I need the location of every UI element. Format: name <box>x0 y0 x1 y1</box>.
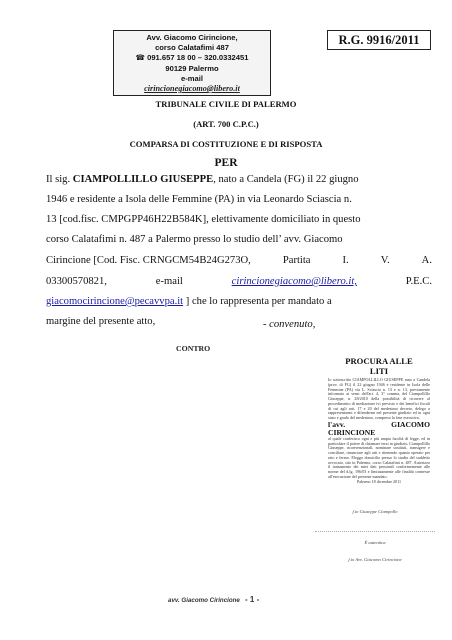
body-line-1 <box>46 173 432 187</box>
pec-link[interactable]: giacomocirincione@pecavvpa.it <box>46 296 184 307</box>
contro-heading: CONTRO <box>176 344 211 353</box>
footer-author: avv. Giacomo Cirincione <box>168 597 240 604</box>
convenuto-label: - convenuto, <box>263 319 316 330</box>
body-l5-e: A. <box>421 255 432 266</box>
procura-text <box>328 378 430 484</box>
body-l6-b: e-mail <box>155 276 183 287</box>
lawyer-signature: f.to Avv. Giacomo Cirincione <box>348 557 402 562</box>
case-number-box: R.G. 9916/2011 <box>327 30 431 50</box>
signature-divider <box>315 531 435 532</box>
document-title: COMPARSA DI COSTITUZIONE E DI RISPOSTA <box>129 139 323 149</box>
autentica-label: È autentica <box>364 540 386 545</box>
body-l7-post: ] che lo rappresenta per mandato a <box>185 296 332 307</box>
procura-title-1: PROCURA ALLE <box>345 356 413 366</box>
procura-title <box>328 356 430 376</box>
letterhead-address: corso Calatafimi 487 <box>155 43 229 53</box>
letterhead-box <box>113 30 271 96</box>
body-l5-b: Partita <box>282 255 311 266</box>
letterhead-phone: ☎ 091.657 18 00 – 320.0332451 <box>135 53 249 63</box>
procura-title-2: LITI <box>369 366 389 376</box>
body-l6-a: 03300570821, <box>46 276 107 287</box>
body-line-7 <box>46 295 432 309</box>
letterhead-email-label: e-mail <box>181 73 203 83</box>
party-name: CIAMPOLLILLO GIUSEPPE <box>72 174 214 185</box>
body-line-8: margine del presente atto, <box>46 316 156 327</box>
body-l5-a: Cirincione [Cod. Fisc. CRNGCM54B24G273O, <box>46 255 251 266</box>
letterhead-name: Avv. Giacomo Cirincione, <box>146 33 238 42</box>
procura-avv: l'avv. GIACOMO CIRINCIONE <box>328 419 430 437</box>
page-number: - 1 - <box>245 595 260 604</box>
body-l1-post: , nato a Candela (FG) il 22 giugno <box>213 174 359 185</box>
letterhead-city: 90129 Palermo <box>165 63 219 73</box>
body-line-5 <box>46 254 432 268</box>
procura-date: Palermo 18 dicembre 2011 <box>356 478 402 484</box>
body-l5-d: V. <box>380 255 390 266</box>
body-l5-c: I. <box>342 255 349 266</box>
body-l6-d: P.E.C. <box>405 276 432 287</box>
procura-text-1: Io sottoscritto CIAMPOLLILLO GIUSEPPE nato a Candela (prov. di FG) il 22 giugno 1946 e residente in Isola delle Femmine (PA) via L. Sciascia n. 13 e n. 13, previamente informato ai sensi dell'art. 4, 3° comma, del Ciampollillo Giuseppe, n. 28/2010 della possibilità di ricorrere al procedimento di mediazione ivi previsto e dei benefici fiscali di cui agli artt. 17 e 20 del medesimo decreto, delego a rappresentarmi e difendermi nel presente giudizio ed in ogni stato e grado del medesimo, compreso la fase esecutiva, <box>328 377 430 420</box>
body-l1-pre: Il sig. <box>46 174 71 185</box>
body-line-3: 13 [cod.fisc. CMPGPP46H22B584K], elettivamente domiciliato in questo <box>46 214 361 225</box>
procura-text-2: al quale conferisco ogni e più ampia facoltà di legge, ed in particolare il potere di chiamare terzi in giudizio, Ciampollillo Giuseppe, riconvenzionali, nominare sostituti, transigere e conciliare, rinunciare agli atti e ritenendo quanto operato per rato e fermo. Eleggo domicilio presso lo studio del suddetto avvocato, sito in Palermo, corso Calatafimi n. 487. Autorizzo il trattamento dei miei dati personali conformemente alle norme del d.lg. 196/03 e limitatamente alle finalità connesse all'esecuzione del presente mandato. <box>328 435 430 479</box>
letterhead-email-link[interactable]: cirincionegiacomo@libero.it <box>144 84 240 94</box>
body-line-6 <box>46 275 432 289</box>
per-heading: PER <box>214 157 238 169</box>
court-heading: TRIBUNALE CIVILE DI PALERMO <box>155 99 297 109</box>
body-line-4: corso Calatafimi n. 487 a Palermo presso lo studio dell’ avv. Giacomo <box>46 234 343 245</box>
body-line-2: 1946 e residente a Isola delle Femmine (PA) in via Leonardo Sciascia n. <box>46 194 352 205</box>
client-signature: f.to Giuseppe Ciampollo <box>352 509 398 514</box>
article-heading: (ART. 700 C.P.C.) <box>193 119 259 129</box>
email-link[interactable]: cirincionegiacomo@libero.it, <box>231 276 357 287</box>
page-footer <box>168 595 259 604</box>
